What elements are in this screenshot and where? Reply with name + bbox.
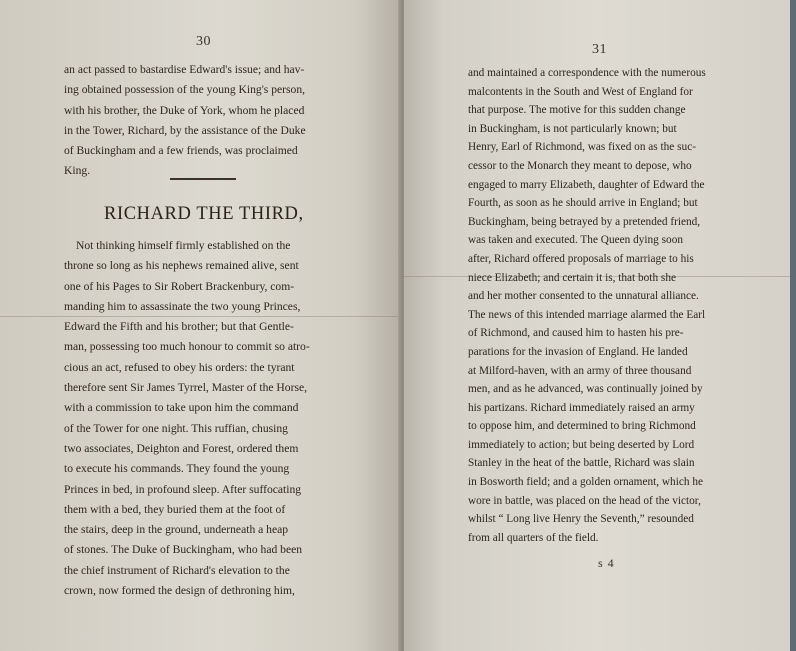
- body-paragraph-right: [468, 64, 748, 547]
- text-line: Henry, Earl of Richmond, was fixed on as the suc-: [468, 141, 696, 154]
- section-divider-rule: [170, 178, 236, 180]
- text-line: with his brother, the Duke of York, whom he placed: [64, 103, 305, 117]
- section-heading: RICHARD THE THIRD,: [104, 204, 304, 224]
- text-line: Buckingham, being betrayed by a pretended friend,: [468, 215, 701, 228]
- opening-paragraph: [64, 60, 342, 182]
- text-line: whilst “ Long live Henry the Seventh,” resounded: [468, 513, 694, 526]
- text-line: Stanley in the heat of the battle, Richard was slain: [468, 457, 695, 470]
- text-line: man, possessing too much honour to commit so atro-: [64, 340, 310, 354]
- text-line: Not thinking himself firmly established on the: [76, 239, 291, 252]
- text-line: cious an act, refused to obey his orders: the tyrant: [64, 360, 295, 374]
- text-line: with a commission to take upon him the command: [64, 401, 299, 415]
- text-line: cessor to the Monarch they meant to depose, who: [468, 159, 692, 172]
- text-line: his partizans. Richard immediately raised an army: [468, 401, 695, 414]
- text-line: of Richmond, and caused him to hasten his pre-: [468, 327, 684, 340]
- text-line: parations for the invasion of England. He landed: [468, 345, 688, 358]
- text-line: Princes in bed, in profound sleep. After suffocating: [64, 482, 302, 496]
- right-page: [404, 0, 790, 651]
- text-line: was taken and executed. The Queen dying soon: [468, 234, 683, 247]
- text-line: men, and as he advanced, was continually joined by: [468, 383, 703, 396]
- text-line: in the Tower, Richard, by the assistance of the Duke: [64, 123, 306, 137]
- text-line: The news of this intended marriage alarmed the Earl: [468, 308, 706, 321]
- text-line: therefore sent Sir James Tyrrel, Master of the Horse,: [64, 381, 308, 395]
- text-line: malcontents in the South and West of England for: [468, 85, 693, 98]
- text-line: throne so long as his nephews remained alive, sent: [64, 259, 299, 273]
- text-line: from all quarters of the field.: [468, 531, 599, 544]
- text-line: manding him to assassinate the two young Princes,: [64, 299, 301, 313]
- text-line: the chief instrument of Richard's elevation to the: [64, 563, 290, 577]
- text-line: and maintained a correspondence with the numerous: [468, 67, 706, 79]
- signature-mark: s 4: [598, 556, 615, 570]
- text-line: immediately to action; but being deserted by Lord: [468, 438, 695, 451]
- body-paragraph-left: [64, 236, 342, 601]
- text-line: of stones. The Duke of Buckingham, who had been: [64, 543, 303, 557]
- text-line: engaged to marry Elizabeth, daughter of Edward the: [468, 178, 705, 191]
- text-line: the stairs, deep in the ground, underneath a heap: [64, 523, 289, 537]
- text-line: Edward the Fifth and his brother; but that Gentle-: [64, 320, 294, 334]
- text-line: after, Richard offered proposals of marriage to his: [468, 252, 694, 265]
- text-line: in Bosworth field; and a golden ornament, which he: [468, 476, 703, 489]
- text-line: of Buckingham and a few friends, was proclaimed: [64, 144, 298, 158]
- page-number-left: 30: [196, 34, 211, 49]
- text-line: Fourth, as soon as he should arrive in England; but: [468, 197, 698, 210]
- text-line: them with a bed, they buried them at the foot of: [64, 502, 286, 516]
- text-line: in Buckingham, is not particularly known; but: [468, 122, 677, 135]
- text-line: to execute his commands. They found the young: [64, 462, 290, 476]
- text-line: at Milford-haven, with an army of three thousand: [468, 364, 692, 377]
- page-number-right: 31: [592, 42, 607, 57]
- text-line: and her mother consented to the unnatural alliance.: [468, 290, 699, 303]
- text-line: of the Tower for one night. This ruffian, chusing: [64, 421, 288, 435]
- text-line: one of his Pages to Sir Robert Brackenbury, com-: [64, 279, 295, 293]
- text-line: two associates, Deighton and Forest, ordered them: [64, 441, 299, 455]
- background-edge: [790, 0, 796, 651]
- text-line: to oppose him, and determined to bring Richmond: [468, 420, 696, 433]
- text-line: crown, now formed the design of dethroning him,: [64, 584, 295, 598]
- text-line: King.: [64, 164, 91, 178]
- text-line: that purpose. The motive for this sudden change: [468, 104, 686, 117]
- text-line: wore in battle, was placed on the head of the victor,: [468, 494, 701, 507]
- text-line: niece Elizabeth; and certain it is, that both she: [468, 271, 676, 284]
- text-line: ing obtained possession of the young King's person,: [64, 83, 306, 97]
- text-line: an act passed to bastardise Edward's issue; and hav-: [64, 63, 305, 76]
